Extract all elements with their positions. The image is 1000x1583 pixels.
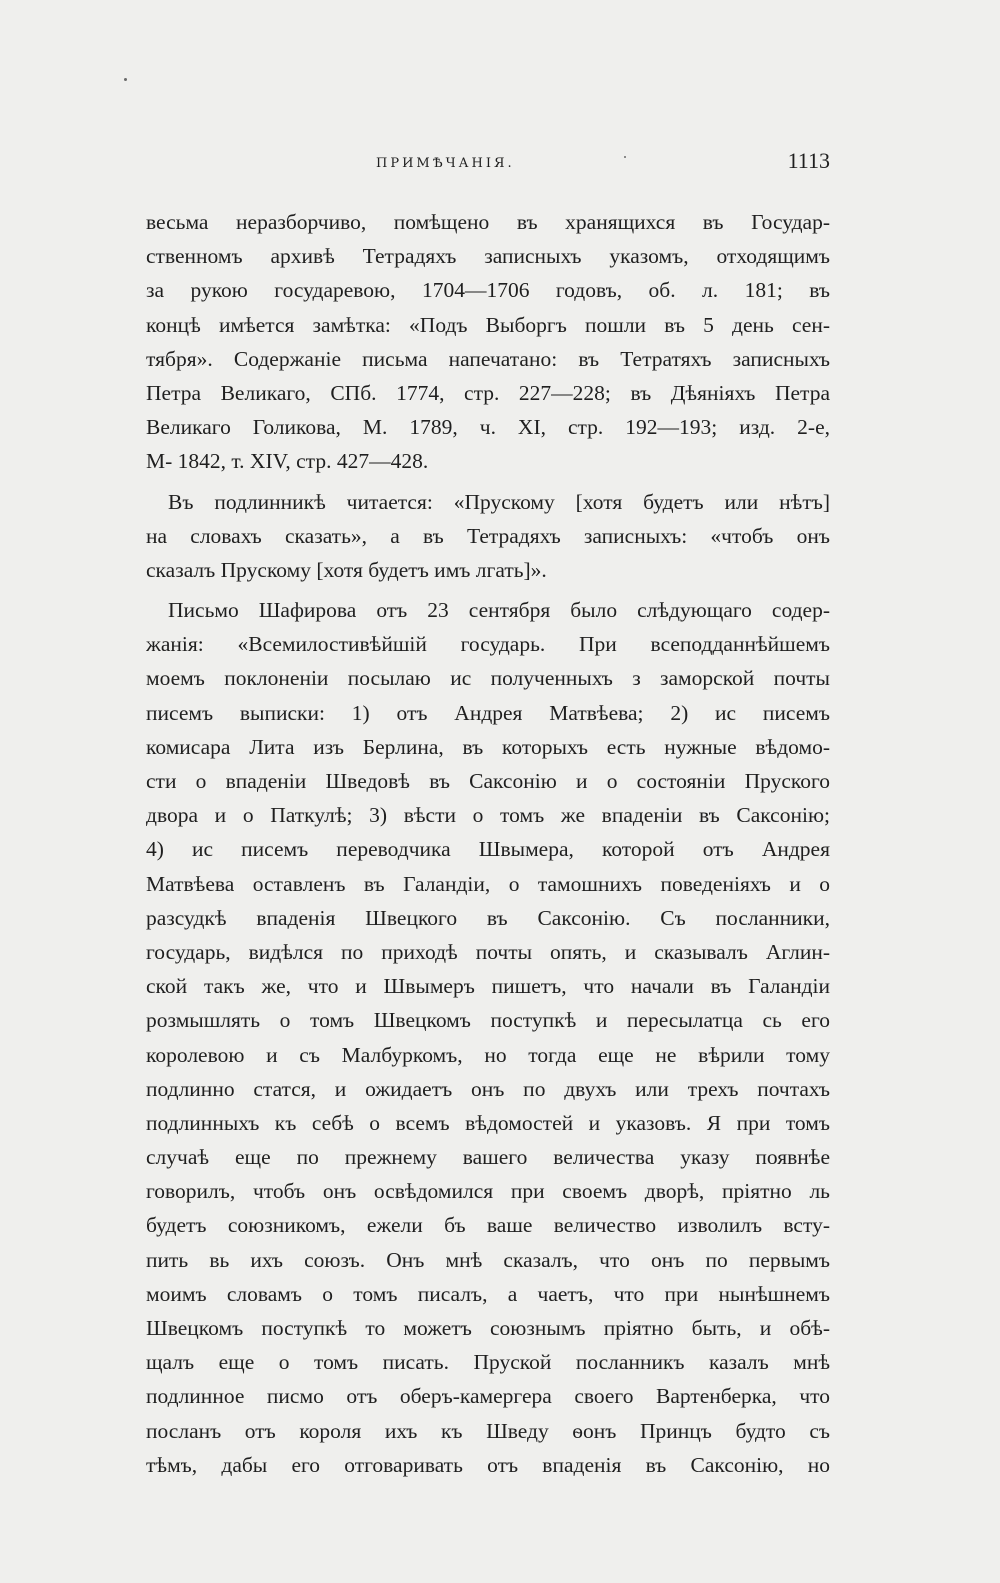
text-line: писемъ выписки: 1) отъ Андрея Матвѣева; 2) ис писемъ: [146, 700, 830, 725]
text-line: говорилъ, чтобъ онъ освѣдомился при своемъ дворѣ, пріятно ль: [146, 1179, 830, 1204]
text-line: тября». Содержаніе письма напечатано: въ Тетратяхъ записныхъ: [146, 346, 830, 371]
body-text: [146, 205, 830, 1482]
text-line: Великаго Голикова, М. 1789, ч. XI, стр. 192—193; изд. 2-е,: [146, 415, 830, 440]
paragraph-1: [146, 205, 830, 479]
text-line: подлинныхъ къ себѣ о всемъ вѣдомостей и указовъ. Я при томъ: [146, 1110, 830, 1135]
text-line: государь, видѣлся по приходѣ почты опять, и сказывалъ Аглин-: [146, 939, 830, 964]
paper-speck: [124, 78, 127, 81]
text-line: сказалъ Прускому [хотя будетъ имъ лгать]».: [146, 557, 547, 582]
text-line: концѣ имѣется замѣтка: «Подъ Выборгъ пошли въ 5 день сен-: [146, 312, 830, 337]
text-line: Петра Великаго, СПб. 1774, стр. 227—228; въ Дѣяніяхъ Петра: [146, 380, 830, 405]
text-line: розмышлять о томъ Швецкомъ поступкѣ и пересылатца сь его: [146, 1008, 830, 1033]
text-line: сти о впаденіи Шведовѣ въ Саксонію и о состояніи Пруского: [146, 769, 830, 793]
page-number: 1113: [787, 148, 830, 173]
text-line: двора и о Паткулѣ; 3) вѣсти о томъ же впаденіи въ Саксонію;: [146, 803, 830, 828]
text-line: 4) ис писемъ переводчика Швымера, которой отъ Андрея: [146, 837, 830, 862]
text-line: пить вь ихъ союзъ. Онъ мнѣ сказалъ, что онъ по первымъ: [146, 1247, 830, 1272]
text-line: щалъ еще о томъ писать. Пруской посланникъ казалъ мнѣ: [146, 1350, 830, 1375]
text-line: разсудкѣ впаденія Швецкого въ Саксонію. Съ посланники,: [146, 905, 830, 930]
text-line: М- 1842, т. XIV, стр. 427—428.: [146, 449, 429, 474]
text-line: за рукою государевою, 1704—1706 годовъ, об. л. 181; въ: [146, 278, 830, 303]
text-line: жанія: «Всемилостивѣйшій государь. При всеподданнѣйшемъ: [146, 632, 830, 657]
text-line: ской такъ же, что и Швымеръ пишетъ, что начали въ Галандіи: [146, 974, 830, 999]
text-line: Матвѣева оставленъ въ Галандіи, о тамошнихъ поведеніяхъ и о: [146, 871, 830, 896]
text-line: Въ подлинникѣ читается: «Прускому [хотя будетъ или нѣтъ]: [168, 489, 830, 514]
text-line: комисара Лита изъ Берлина, въ которыхъ есть нужные вѣдомо-: [146, 734, 830, 759]
text-line: Письмо Шафирова отъ 23 сентября было слѣдующаго содер-: [168, 598, 830, 623]
text-line: случаѣ еще по прежнему вашего величества указу появнѣе: [146, 1145, 830, 1170]
text-line: подлинно статся, и ожидаетъ онъ по двухъ или трехъ почтахъ: [146, 1076, 830, 1101]
text-line: будетъ союзникомъ, ежели бъ ваше величество изволилъ всту-: [146, 1213, 830, 1238]
text-line: тѣмъ, дабы его отговаривать отъ впаденія въ Саксонію, но: [146, 1452, 830, 1477]
running-title: ПРИМѢЧАНІЯ.: [376, 156, 515, 171]
text-line: моимъ словамъ о томъ писалъ, а чаетъ, что при нынѣшнемъ: [146, 1281, 830, 1306]
text-line: Швецкомъ поступкѣ то можетъ союзнымъ пріятно быть, и обѣ-: [146, 1316, 830, 1340]
paragraph-3: [146, 593, 830, 1482]
text-line: моемъ поклоненіи посылаю ис полученныхъ з заморской почты: [146, 666, 830, 691]
text-line: весьма неразборчиво, помѣщено въ хранящихся въ Государ-: [146, 210, 830, 234]
paragraph-2: [146, 485, 830, 588]
text-line: подлинное писмо отъ оберъ-камергера своего Вартенберка, что: [146, 1384, 830, 1409]
text-line: королевою и съ Малбуркомъ, но тогда еще не вѣрили тому: [146, 1042, 830, 1067]
text-line: ственномъ архивѣ Тетрадяхъ записныхъ указомъ, отходящимъ: [146, 244, 830, 269]
text-line: на словахъ сказать», а въ Тетрадяхъ записныхъ: «чтобъ онъ: [146, 523, 830, 548]
text-line: посланъ отъ короля ихъ къ Шведу ѳонъ Принцъ будто съ: [146, 1418, 830, 1443]
running-head: [146, 148, 830, 178]
